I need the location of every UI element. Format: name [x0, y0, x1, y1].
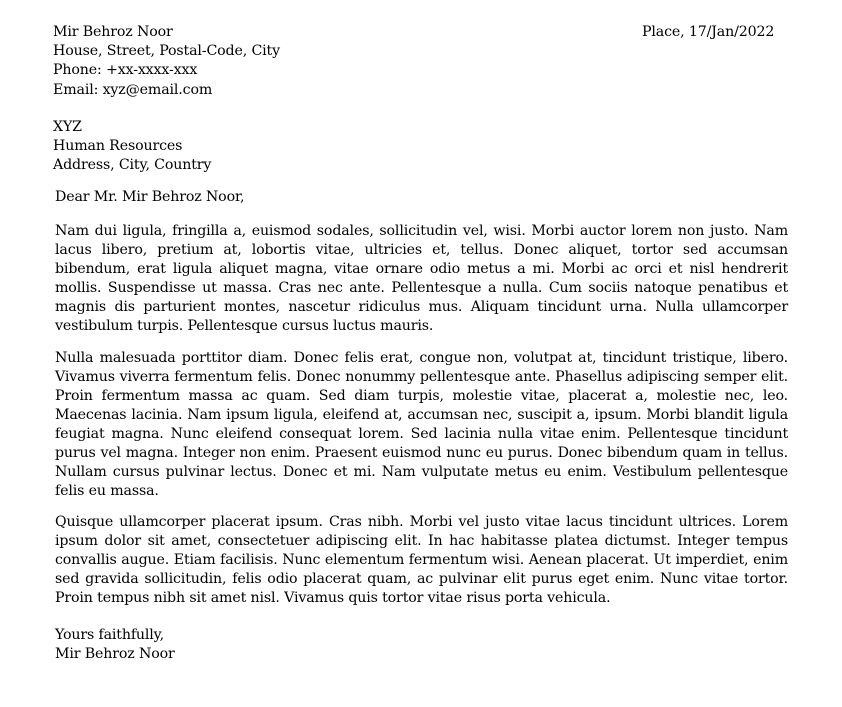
sender-email: Email: xyz@email.com [53, 81, 213, 98]
letter-body [55, 222, 788, 621]
body-paragraph-2: Nulla malesuada porttitor diam. Donec felis erat, congue non, volutpat at, tincidunt tristique, libero. Vivamus viverra fermentum felis. Donec nonummy pellentesque ante. Phasellus adipiscing semper elit. Proin fermentum massa ac quam. Sed diam turpis, molestie vitae, placerat a, molestie nec, leo. Maecenas lacinia. Nam ipsum ligula, eleifend at, accumsan nec, suscipit a, ipsum. Morbi blandit ligula feugiat magna. Nunc eleifend consequat lorem. Sed lacinia nulla vitae enim. Pellentesque tincidunt purus vel magna. Integer non enim. Praesent euismod nunc eu purus. Donec bibendum quam in tellus. Nullam cursus pulvinar lectus. Donec et mi. Nam vulputate metus eu enim. Vestibulum pellentesque felis eu massa. [55, 349, 788, 499]
signature-name: Mir Behroz Noor [55, 646, 175, 662]
sender-name: Mir Behroz Noor [53, 24, 173, 40]
body-paragraph-3: Quisque ullamcorper placerat ipsum. Cras nibh. Morbi vel justo vitae lacus tincidunt ultrices. Lorem ipsum dolor sit amet, consectetuer adipiscing elit. In hac habitasse platea dictumst. Integer tempus convallis augue. Etiam facilisis. Nunc elementum fermentum wisi. Aenean placerat. Ut imperdiet, enim sed gravida sollicitudin, felis odio placerat quam, ac pulvinar elit purus eget enim. Nunc vitae tortor. Proin tempus nibh sit amet nisl. Vivamus quis tortor vitae risus porta vehicula. [55, 514, 788, 606]
recipient-address: Address, City, Country [53, 157, 212, 174]
salutation: Dear Mr. Mir Behroz Noor, [55, 189, 245, 205]
sender-phone: Phone: +xx-xxxx-xxx [53, 62, 198, 79]
sender-address: House, Street, Postal-Code, City [53, 43, 280, 60]
recipient-department: Human Resources [53, 138, 183, 155]
body-paragraph-1: Nam dui ligula, fringilla a, euismod sodales, sollicitudin vel, wisi. Morbi auctor lorem non justo. Nam lacus libero, pretium at, lobortis vitae, ultricies et, tellus. Donec aliquet, tortor sed accumsan bibendum, erat ligula aliquet magna, vitae ornare odio metus a mi. Morbi ac orci et nisl hendrerit mollis. Suspendisse ut massa. Cras nec ante. Pellentesque a nulla. Cum sociis natoque penatibus et magnis dis parturient montes, nascetur ridiculus mus. Aliquam tincidunt urna. Nulla ullamcorper vestibulum turpis. Pellentesque cursus luctus mauris. [55, 223, 788, 334]
sender-block [53, 23, 280, 100]
place-date: Place, 17/Jan/2022 [642, 24, 775, 40]
recipient-company: XYZ [53, 119, 82, 135]
recipient-block [53, 118, 211, 176]
closing-block [55, 626, 175, 664]
valediction: Yours faithfully, [55, 627, 165, 643]
